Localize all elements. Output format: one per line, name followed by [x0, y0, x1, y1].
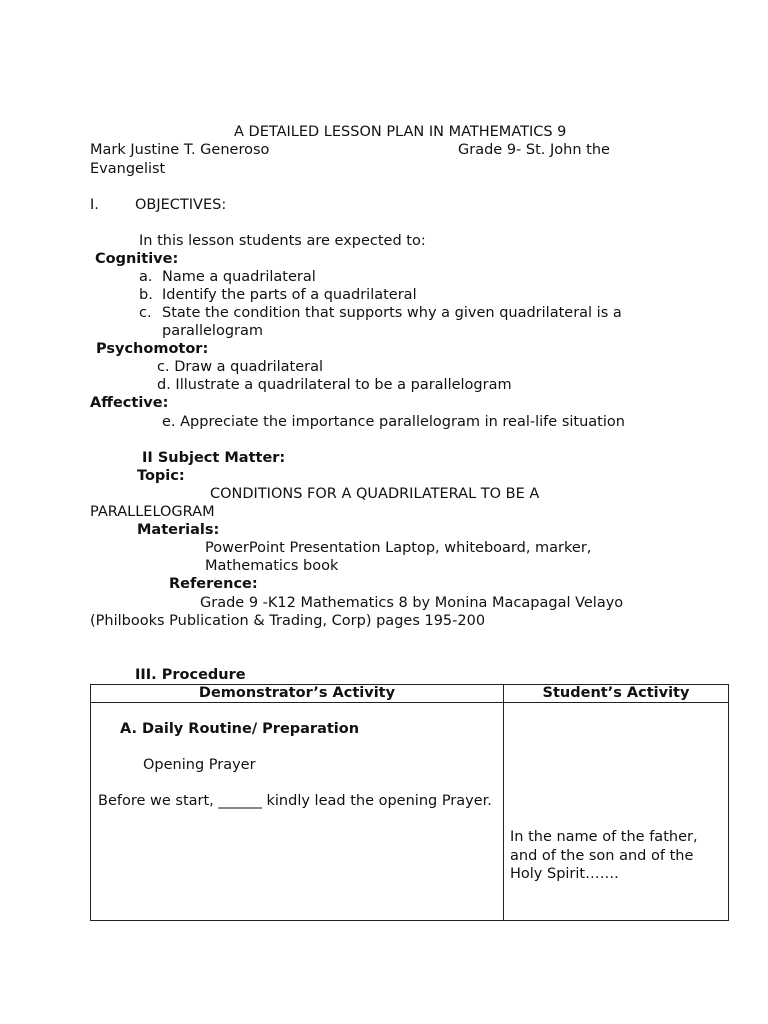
- topic-text-continued: PARALLELOGRAM: [90, 504, 215, 520]
- cognitive-item-b: Identify the parts of a quadrilateral: [162, 287, 417, 303]
- grade-section: Grade 9- St. John the: [458, 142, 610, 158]
- cognitive-marker-b: b.: [139, 287, 153, 303]
- procedure-table-header-row: [91, 685, 729, 703]
- grade-section-continued: Evangelist: [90, 161, 166, 177]
- materials-text-continued: Mathematics book: [205, 558, 339, 574]
- cognitive-item-a: Name a quadrilateral: [162, 269, 316, 285]
- subject-matter-heading: II Subject Matter:: [142, 450, 286, 466]
- reference-text: Grade 9 -K12 Mathematics 8 by Monina Macapagal Velayo: [200, 595, 624, 611]
- student-response-line-2: and of the son and of the: [510, 848, 694, 864]
- reference-text-continued: (Philbooks Publication & Trading, Corp) pages 195-200: [90, 613, 486, 629]
- document-title: A DETAILED LESSON PLAN IN MATHEMATICS 9: [234, 124, 567, 140]
- author-name: Mark Justine T. Generoso: [90, 142, 270, 158]
- student-response-line-1: In the name of the father,: [510, 829, 698, 845]
- psychomotor-label: Psychomotor:: [96, 341, 209, 357]
- student-response-line-3: Holy Spirit…….: [510, 866, 619, 882]
- materials-text: PowerPoint Presentation Laptop, whiteboard, marker,: [205, 540, 592, 556]
- cognitive-label: Cognitive:: [95, 251, 179, 267]
- objectives-intro: In this lesson students are expected to:: [139, 233, 426, 249]
- daily-routine-heading: A. Daily Routine/ Preparation: [120, 721, 360, 737]
- objectives-number: I.: [90, 197, 99, 213]
- affective-label: Affective:: [90, 395, 169, 411]
- cognitive-item-c-continued: parallelogram: [162, 323, 263, 339]
- psychomotor-item-c: c. Draw a quadrilateral: [157, 359, 324, 375]
- cognitive-marker-a: a.: [139, 269, 153, 285]
- demonstrator-activity-cell: [91, 703, 504, 921]
- topic-text: CONDITIONS FOR A QUADRILATERAL TO BE A: [210, 486, 540, 502]
- student-activity-header: Student’s Activity: [504, 685, 729, 703]
- procedure-table-row: [91, 703, 729, 921]
- psychomotor-item-d: d. Illustrate a quadrilateral to be a parallelogram: [157, 377, 512, 393]
- opening-prayer-label: Opening Prayer: [143, 757, 256, 773]
- opening-prayer-instruction: Before we start, ______ kindly lead the opening Prayer.: [98, 793, 492, 809]
- cognitive-item-c: State the condition that supports why a given quadrilateral is a: [162, 305, 622, 321]
- affective-item-e: e. Appreciate the importance parallelogram in real-life situation: [162, 414, 625, 430]
- topic-label: Topic:: [137, 468, 185, 484]
- cognitive-marker-c: c.: [139, 305, 152, 321]
- materials-label: Materials:: [137, 522, 220, 538]
- procedure-table: [90, 684, 729, 921]
- demonstrator-activity-header: Demonstrator’s Activity: [91, 685, 504, 703]
- objectives-heading: OBJECTIVES:: [135, 197, 227, 213]
- procedure-heading: III. Procedure: [135, 667, 246, 683]
- reference-label: Reference:: [169, 576, 258, 592]
- student-activity-cell: [504, 703, 729, 921]
